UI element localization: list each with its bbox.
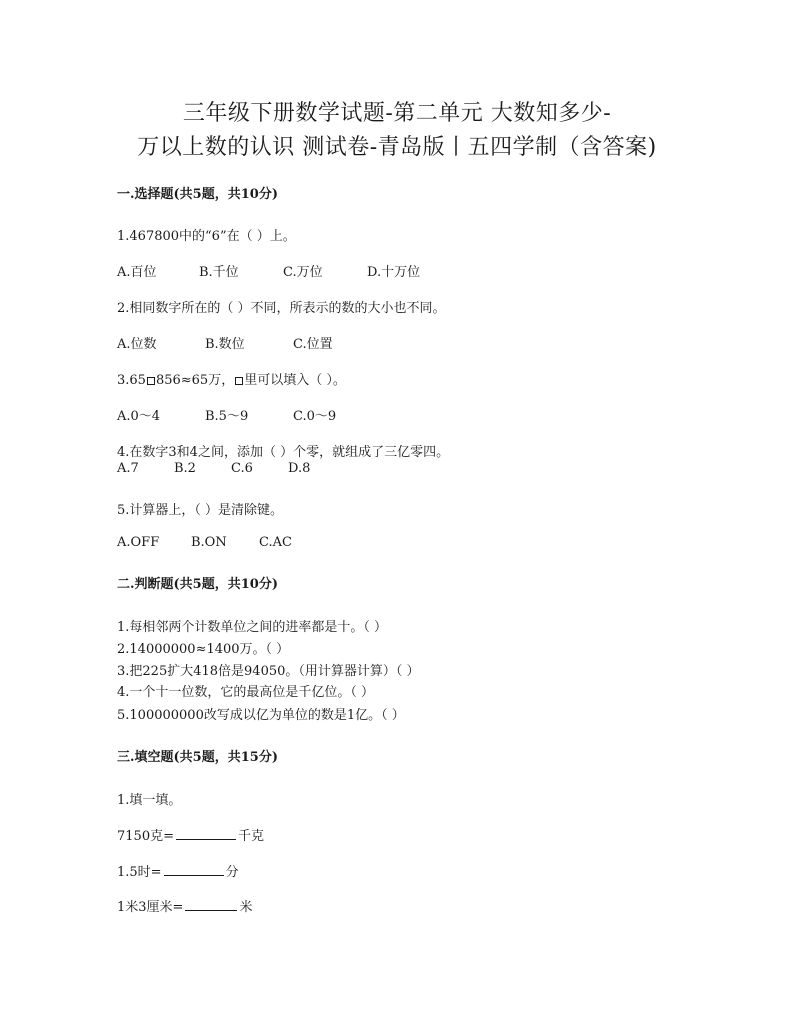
question-2-options [117,333,333,352]
fill-line-prefix: 7150克= [117,829,174,844]
page-title-line-2: 万以上数的认识 测试卷-青岛版丨五四学制（含答案) [137,135,657,160]
fill-line-unit: 米 [239,900,253,915]
option: D.十万位 [367,265,421,280]
option: A.7 [117,461,139,476]
section-heading-choice: 一.选择题(共5题，共10分) [117,187,278,202]
question-5: 5.计算器上，（ ）是清除键。 [117,503,284,518]
option: A.0～4 [117,409,161,424]
option: B.5～9 [205,409,249,424]
question-3 [117,369,346,388]
question-3-options [117,405,336,424]
option: A.OFF [117,535,160,550]
section-heading-fill: 三.填空题(共5题，共15分) [117,750,278,765]
page-title-line-1: 三年级下册数学试题-第二单元 大数知多少- [182,101,612,126]
option: D.8 [288,461,311,476]
fill-line [117,825,264,844]
box-icon [147,377,155,385]
option: B.ON [191,535,227,550]
answer-blank[interactable] [176,838,236,840]
judge-item: 1.每相邻两个计数单位之间的进率都是十。（ ） [117,620,388,635]
option: B.千位 [199,265,239,280]
question-3-part-a: 3.65 [117,373,146,388]
question-4-options [117,461,310,476]
judge-item: 5.100000000改写成以亿为单位的数是1亿。（ ） [117,708,405,723]
box-icon [235,377,243,385]
question-1-options [117,261,420,280]
option: B.2 [174,461,196,476]
fill-line-unit: 分 [225,865,239,880]
option: C.0～9 [293,409,337,424]
fill-question-1: 1.填一填。 [117,793,182,808]
answer-blank[interactable] [185,909,237,911]
fill-line-prefix: 1.5时= [117,865,162,880]
question-3-part-b: 856≈65万， [155,373,235,388]
option: C.万位 [283,265,323,280]
section-heading-judge: 二.判断题(共5题，共10分) [117,577,278,592]
fill-line-unit: 千克 [237,829,264,844]
option: C.AC [259,535,292,550]
judge-item: 4.一个十一位数，它的最高位是千亿位。（ ） [117,685,375,700]
judge-item: 3.把225扩大418倍是94050。（用计算器计算）（ ） [117,664,420,679]
option: C.6 [231,461,253,476]
option: C.位置 [293,337,333,352]
answer-blank[interactable] [164,874,224,876]
option: A.位数 [117,337,157,352]
judge-item: 2.14000000≈1400万。（ ） [117,642,290,657]
option: A.百位 [117,265,157,280]
option: B.数位 [205,337,245,352]
fill-line-prefix: 1米3厘米= [117,900,184,915]
question-5-options [117,535,292,550]
fill-line [117,896,252,915]
question-2: 2.相同数字所在的（ ）不同，所表示的数的大小也不同。 [117,301,446,316]
question-1: 1.467800中的“6”在（ ）上。 [117,229,296,244]
question-3-part-c: 里可以填入（ ）。 [244,373,346,388]
fill-line [117,861,239,880]
question-4: 4.在数字3和4之间，添加（ ）个零，就组成了三亿零四。 [117,445,450,460]
